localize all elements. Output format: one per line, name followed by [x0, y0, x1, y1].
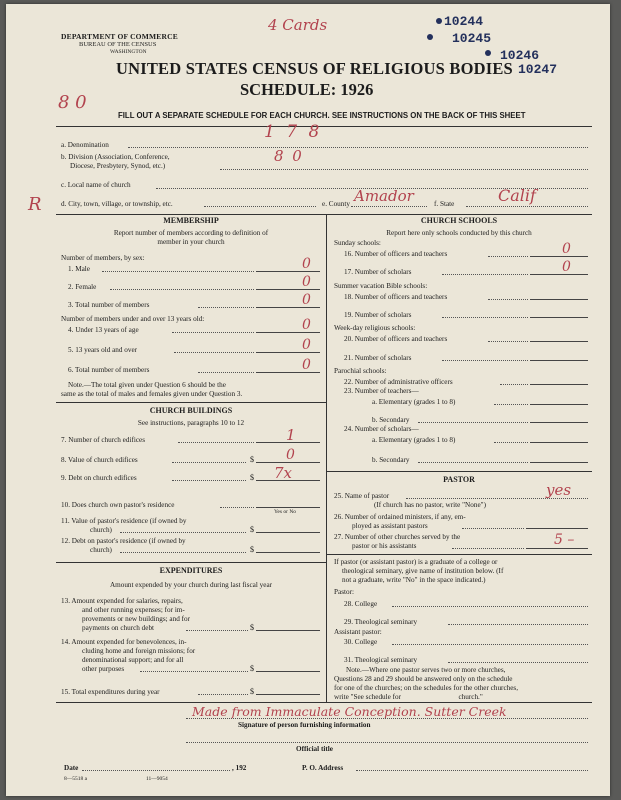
margin-r: R [28, 194, 42, 215]
leader-dots [172, 462, 246, 463]
bureau-heading: BUREAU OF THE CENSUS [79, 41, 157, 48]
county-line [351, 206, 427, 207]
leader-dots [178, 442, 254, 443]
q27-label: 27. Number of other churches served by the [334, 533, 461, 541]
leader-dots [174, 352, 254, 353]
leader-dots [500, 384, 528, 385]
answer-dots [448, 662, 588, 663]
state-line [466, 206, 588, 207]
q26-label: 26. Number of ordained ministers, if any, em- [334, 513, 466, 521]
state-value: Calif [498, 186, 536, 205]
official-title-line [186, 742, 588, 743]
leader-dots [488, 341, 528, 342]
q14-label-4: other purposes [82, 665, 125, 673]
census-schedule-page [6, 4, 610, 796]
denomination-value: 1 7 8 [264, 122, 323, 142]
cards-annotation: 4 Cards [268, 16, 328, 34]
q22-label: 22. Number of administrative officers [344, 378, 453, 386]
q24b-label: b. Secondary [372, 456, 410, 464]
answer-line [530, 462, 588, 463]
expenditures-title: EXPENDITURES [159, 566, 223, 575]
leader-dots [140, 671, 248, 672]
pastor-title: PASTOR [443, 475, 475, 484]
q21-label: 21. Number of scholars [344, 354, 412, 362]
q7-value: 1 [286, 426, 296, 444]
division-line [220, 169, 588, 170]
summer-label: Summer vacation Bible schools: [334, 282, 428, 290]
answer-dots [392, 644, 588, 645]
q5-label: 5. 13 years old and over [68, 346, 138, 354]
q24a-label: a. Elementary (grades 1 to 8) [372, 436, 456, 444]
instruction-line: FILL OUT A SEPARATE SCHEDULE FOR EACH CHURCH. SEE INSTRUCTIONS ON THE BACK OF THIS SHEET [118, 111, 526, 120]
q11-label: 11. Value of pastor's residence (if owned by [61, 517, 187, 525]
q11-label-2: church) [90, 526, 112, 534]
leader-dots [102, 271, 254, 272]
q15-label: 15. Total expenditures during year [61, 688, 160, 696]
assistant-label: Assistant pastor: [334, 628, 382, 636]
q25-label: 25. Name of pastor [334, 492, 390, 500]
membership-intro: Report number of members according to definition of [113, 229, 269, 237]
q25-note: (If church has no pastor, write "None") [374, 501, 486, 509]
column-divider [326, 214, 327, 702]
pastor-label: Pastor: [334, 588, 354, 596]
leader-dots [494, 404, 528, 405]
state-label: f. State [434, 200, 455, 208]
q13-label-2: and other running expenses; for im- [82, 606, 185, 614]
q4-value: 0 [302, 317, 311, 333]
membership-intro-2: member in your church [157, 238, 225, 246]
city-label: d. City, town, village, or township, etc. [61, 200, 173, 208]
answer-line [530, 299, 588, 300]
pastor-note-3: for one of the churches; on the schedules for the other churches, [334, 684, 519, 692]
signature-value: Made from Immaculate Conception. Sutter Creek [192, 704, 507, 719]
q28-label: 28. College [344, 600, 378, 608]
q14-label-2: cluding home and foreign missions; for [82, 647, 196, 655]
city-heading: WASHINGTON [110, 49, 147, 55]
dollar-sign: $ [250, 473, 254, 482]
q26-label-2: ployed as assistant pastors [352, 522, 428, 530]
leader-dots [120, 532, 246, 533]
q9-label: 9. Debt on church edifices [61, 474, 137, 482]
divider [56, 562, 326, 563]
parochial-label: Parochial schools: [334, 367, 387, 375]
q6-value: 0 [302, 357, 311, 373]
pastor-note: Note.—Where one pastor serves two or more churches, [346, 666, 506, 674]
membership-title: MEMBERSHIP [163, 216, 219, 225]
date-label: Date [64, 764, 79, 772]
q12-label: 12. Debt on pastor's residence (if owned by [61, 537, 186, 545]
answer-line [530, 422, 588, 423]
form-subtitle: SCHEDULE: 1926 [240, 80, 374, 99]
division-label: b. Division (Association, Conference, [61, 153, 170, 161]
stamp-number: 10247 [518, 62, 558, 77]
q7-label: 7. Number of church edifices [61, 436, 146, 444]
q19-label: 19. Number of scholars [344, 311, 412, 319]
stamp-number: 10246 [500, 48, 540, 63]
leader-dots [110, 289, 254, 290]
q2-value: 0 [302, 274, 311, 290]
po-address-label: P. O. Address [302, 764, 344, 772]
buildings-title: CHURCH BUILDINGS [149, 406, 233, 415]
q16-value: 0 [562, 241, 571, 257]
divider [326, 554, 592, 555]
leader-dots [418, 422, 528, 423]
answer-line [256, 507, 320, 508]
leader-dots [494, 442, 528, 443]
yes-no-hint: Yes or No [274, 509, 297, 515]
stamp-number: 10244 [444, 14, 484, 29]
punch-dot [436, 18, 442, 24]
q1-value: 0 [302, 256, 311, 272]
q27-value: 5 – [554, 532, 575, 548]
pastor-instruction-3: not a graduate, write "No" in the space indicated.) [342, 576, 486, 584]
form-number: 8—5518 a [64, 776, 88, 782]
q9-value: 7x [274, 464, 293, 482]
answer-line [256, 552, 320, 553]
leader-dots [442, 317, 528, 318]
leader-dots [442, 360, 528, 361]
signature-line [186, 718, 588, 719]
membership-note-2: same as the total of males and females given under Question 3. [61, 390, 243, 398]
dollar-sign: $ [250, 623, 254, 632]
q13-label-4: payments on church debt [82, 624, 155, 632]
q27-label-2: pastor or his assistants [352, 542, 417, 550]
membership-note: Note.—The total given under Question 6 should be the [68, 381, 226, 389]
q3-value: 0 [302, 292, 311, 308]
print-number: 11—9054 [146, 776, 168, 782]
q8-label: 8. Value of church edifices [61, 456, 138, 464]
q3-label: 3. Total number of members [68, 301, 150, 309]
date-line [82, 770, 230, 771]
county-label: e. County [322, 200, 350, 208]
divider [56, 214, 592, 215]
q17-label: 17. Number of scholars [344, 268, 412, 276]
divider [56, 402, 326, 403]
q1-label: 1. Male [68, 265, 90, 273]
q18-label: 18. Number of officers and teachers [344, 293, 448, 301]
q5-value: 0 [302, 337, 311, 353]
q8-value: 0 [286, 447, 295, 463]
q29-label: 29. Theological seminary [344, 618, 418, 626]
local-name-label: c. Local name of church [61, 181, 131, 189]
leader-dots [488, 299, 528, 300]
city-line [204, 206, 316, 207]
divider [56, 126, 592, 127]
answer-line [256, 532, 320, 533]
answer-line [530, 317, 588, 318]
leader-dots [172, 332, 254, 333]
answer-line [526, 548, 588, 549]
dollar-sign: $ [250, 455, 254, 464]
q24-label: 24. Number of scholars— [344, 425, 419, 433]
official-title-label: Official title [296, 745, 333, 753]
q4-label: 4. Under 13 years of age [68, 326, 139, 334]
dollar-sign: $ [250, 525, 254, 534]
q14-label: 14. Amount expended for benevolences, in- [61, 638, 187, 646]
answer-line [526, 528, 588, 529]
answer-line [530, 341, 588, 342]
pastor-note-2: Questions 28 and 29 should be answered only on the schedule [334, 675, 513, 683]
q31-label: 31. Theological seminary [344, 656, 418, 664]
pastor-note-4: write "See schedule for church." [334, 693, 483, 701]
q2-label: 2. Female [68, 283, 97, 291]
answer-line [256, 630, 320, 631]
punch-dot [485, 50, 491, 56]
year-label: , 192 [232, 764, 247, 772]
pastor-instruction: If pastor (or assistant pastor) is a graduate of a college or [334, 558, 498, 566]
buildings-sub: See instructions, paragraphs 10 to 12 [137, 419, 245, 427]
leader-dots [198, 307, 254, 308]
answer-line [530, 384, 588, 385]
dollar-sign: $ [250, 664, 254, 673]
answer-line [530, 404, 588, 405]
divider [326, 471, 592, 472]
weekday-label: Week-day religious schools: [334, 324, 416, 332]
q14-label-3: denominational support; and for all [82, 656, 184, 664]
leader-dots [120, 552, 246, 553]
dollar-sign: $ [250, 545, 254, 554]
margin-number: 8 0 [58, 92, 87, 113]
by-sex-label: Number of members, by sex: [61, 254, 145, 262]
answer-line [530, 256, 588, 257]
stamp-number: 10245 [452, 31, 492, 46]
divider [56, 702, 592, 703]
answer-line [256, 671, 320, 672]
q25-value: yes [546, 481, 572, 499]
division-label-2: Diocese, Presbytery, Synod, etc.) [70, 162, 166, 170]
leader-dots [452, 548, 524, 549]
leader-dots [418, 462, 528, 463]
dollar-sign: $ [250, 687, 254, 696]
q23a-label: a. Elementary (grades 1 to 8) [372, 398, 456, 406]
schools-sub: Report here only schools conducted by this church [386, 229, 532, 237]
q13-label-3: provements or new buildings; and for [82, 615, 190, 623]
q6-label: 6. Total number of members [68, 366, 150, 374]
q17-value: 0 [562, 259, 571, 275]
q16-label: 16. Number of officers and teachers [344, 250, 448, 258]
answer-line [530, 442, 588, 443]
leader-dots [442, 274, 528, 275]
q20-label: 20. Number of officers and teachers [344, 335, 448, 343]
form-title: UNITED STATES CENSUS OF RELIGIOUS BODIES [116, 59, 513, 78]
leader-dots [488, 256, 528, 257]
answer-dots [448, 624, 588, 625]
answer-line [530, 360, 588, 361]
department-heading: DEPARTMENT OF COMMERCE [61, 32, 178, 41]
q30-label: 30. College [344, 638, 378, 646]
q10-label: 10. Does church own pastor's residence [61, 501, 175, 509]
denomination-label: a. Denomination [61, 141, 109, 149]
q12-label-2: church) [90, 546, 112, 554]
q13-label: 13. Amount expended for salaries, repairs, [61, 597, 183, 605]
answer-dots [392, 606, 588, 607]
answer-line [530, 274, 588, 275]
leader-dots [462, 528, 524, 529]
leader-dots [220, 507, 254, 508]
schools-title: CHURCH SCHOOLS [420, 216, 498, 225]
sunday-label: Sunday schools: [334, 239, 381, 247]
punch-dot [427, 34, 433, 40]
pastor-instruction-2: theological seminary, give name of institution below. (If [342, 567, 504, 575]
leader-dots [198, 694, 248, 695]
division-value: 8 0 [274, 147, 304, 165]
age-label: Number of members under and over 13 years old: [61, 315, 205, 323]
answer-line [256, 694, 320, 695]
signature-label: Signature of person furnishing information [238, 721, 371, 729]
leader-dots [198, 372, 254, 373]
q23-label: 23. Number of teachers— [344, 387, 419, 395]
expenditures-sub: Amount expended by your church during last fiscal year [109, 581, 273, 589]
q23b-label: b. Secondary [372, 416, 410, 424]
leader-dots [172, 480, 246, 481]
leader-dots [186, 630, 248, 631]
po-address-line [356, 770, 588, 771]
county-value: Amador [354, 187, 414, 205]
denomination-line [128, 147, 588, 148]
